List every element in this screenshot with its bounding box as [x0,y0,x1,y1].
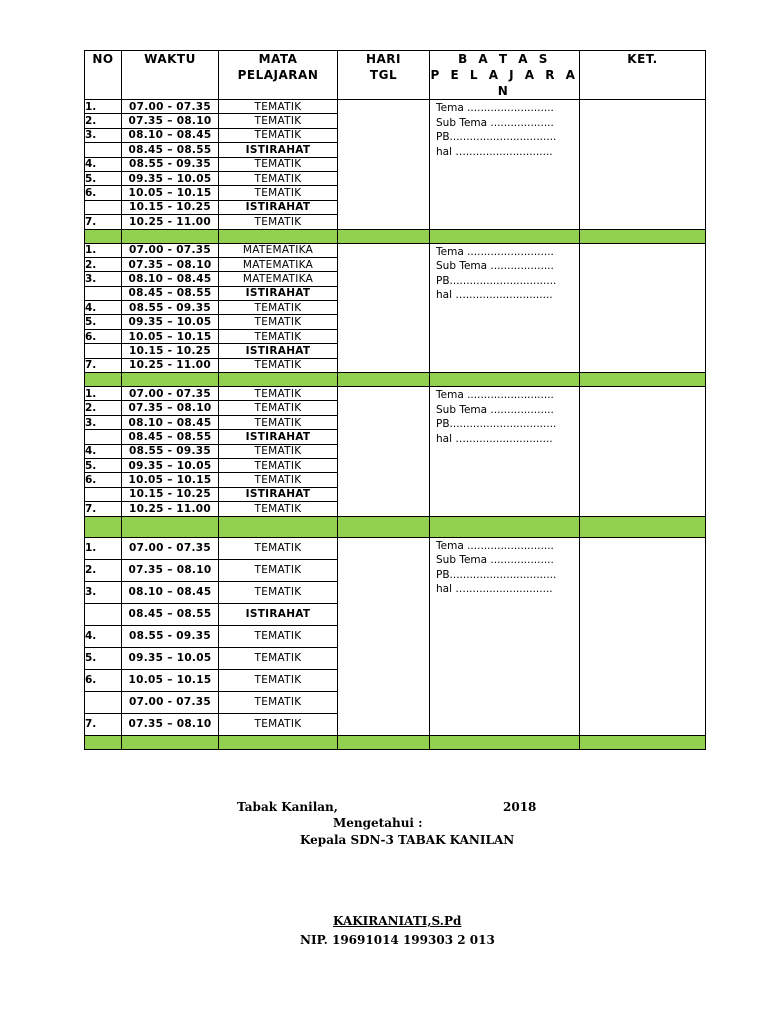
schedule-table [84,50,706,750]
lesson-scope-line: Tema .......................... [436,539,554,552]
lesson-scope-cell [430,243,580,373]
lesson-scope-line: PB................................ [436,274,557,287]
row-subject: ISTIRAHAT [219,487,338,501]
row-number: 6. [85,329,122,343]
row-time: 10.05 – 10.15 [122,669,219,691]
row-time: 08.10 – 08.45 [122,272,219,286]
row-time: 08.10 – 08.45 [122,581,219,603]
separator-cell [338,516,430,537]
row-subject: MATEMATIKA [219,272,338,286]
row-time: 10.05 – 10.15 [122,473,219,487]
row-time: 07.35 – 08.10 [122,713,219,735]
schedule-body [85,100,706,750]
day-date-cell [338,243,430,373]
row-time: 07.00 - 07.35 [122,243,219,257]
row-subject: ISTIRAHAT [219,286,338,300]
row-number: 4. [85,157,122,171]
row-number: 7. [85,502,122,516]
row-number: 2. [85,401,122,415]
row-time: 08.45 – 08.55 [122,286,219,300]
day-separator-row [85,735,706,749]
row-number: 6. [85,186,122,200]
row-number: 2. [85,559,122,581]
row-subject: MATEMATIKA [219,257,338,271]
lesson-scope-line: Sub Tema ................... [436,260,554,273]
row-number: 6. [85,669,122,691]
row-time: 07.35 – 08.10 [122,114,219,128]
row-subject: TEMATIK [219,669,338,691]
separator-cell [430,735,580,749]
row-subject: MATEMATIKA [219,243,338,257]
lesson-scope-line: hal ….......................... [436,145,553,158]
row-subject: TEMATIK [219,444,338,458]
lesson-scope-line: PB................................ [436,131,557,144]
row-number: 1. [85,100,122,114]
row-subject: TEMATIK [219,537,338,559]
row-number: 1. [85,243,122,257]
day-date-cell [338,537,430,735]
row-number [85,603,122,625]
row-subject: TEMATIK [219,128,338,142]
row-number [85,344,122,358]
row-time: 09.35 – 10.05 [122,458,219,472]
row-subject: TEMATIK [219,625,338,647]
row-subject: TEMATIK [219,358,338,372]
signature-role: Kepala SDN-3 TABAK KANILAN [300,833,515,847]
row-number [85,143,122,157]
row-time: 07.35 – 08.10 [122,401,219,415]
row-time: 09.35 – 10.05 [122,647,219,669]
row-subject: ISTIRAHAT [219,143,338,157]
row-number: 1. [85,387,122,401]
row-time: 08.55 - 09.35 [122,625,219,647]
separator-cell [85,373,122,387]
row-number [85,286,122,300]
row-subject: TEMATIK [219,647,338,669]
schedule-row [85,243,706,257]
separator-cell [430,373,580,387]
separator-cell [580,229,706,243]
row-number: 7. [85,713,122,735]
separator-cell [580,735,706,749]
separator-cell [219,516,338,537]
lesson-scope-line: Tema .......................... [436,245,554,258]
row-number [85,691,122,713]
separator-cell [122,373,219,387]
row-subject: ISTIRAHAT [219,200,338,214]
lesson-scope-line: Sub Tema ................... [436,554,554,567]
row-time: 10.25 - 11.00 [122,358,219,372]
separator-cell [580,373,706,387]
separator-cell [219,373,338,387]
separator-cell [219,735,338,749]
header-batas-pelajaran: B A T A S P E L A J A R A N [430,52,579,98]
row-number: 4. [85,625,122,647]
row-time: 09.35 – 10.05 [122,171,219,185]
row-number: 7. [85,215,122,229]
row-time: 09.35 – 10.05 [122,315,219,329]
row-subject: TEMATIK [219,691,338,713]
separator-cell [338,229,430,243]
schedule-row [85,100,706,114]
lesson-scope-line: PB................................ [436,568,557,581]
row-number: 7. [85,358,122,372]
day-date-cell [338,387,430,517]
separator-cell [85,516,122,537]
row-number: 3. [85,581,122,603]
lesson-scope-line: hal ….......................... [436,432,553,445]
schedule-row [85,387,706,401]
signature-known-label: Mengetahui : [333,816,423,830]
row-time: 07.00 - 07.35 [122,100,219,114]
signature-year: 2018 [503,800,537,814]
signature-name: KAKIRANIATI,S.Pd [333,914,462,928]
lesson-scope-line: hal ….......................... [436,289,553,302]
notes-cell [580,100,706,230]
row-subject: ISTIRAHAT [219,344,338,358]
row-number: 5. [85,171,122,185]
row-subject: TEMATIK [219,315,338,329]
header-hari-tgl: HARI TGL [338,51,430,100]
row-number: 2. [85,114,122,128]
separator-cell [122,229,219,243]
day-separator-row [85,229,706,243]
row-number [85,430,122,444]
row-number: 4. [85,301,122,315]
row-subject: TEMATIK [219,387,338,401]
row-subject: TEMATIK [219,100,338,114]
row-time: 10.05 – 10.15 [122,186,219,200]
row-number: 5. [85,647,122,669]
row-number: 5. [85,458,122,472]
row-time: 08.55 - 09.35 [122,157,219,171]
lesson-scope-cell [430,537,580,735]
row-time: 07.35 – 08.10 [122,257,219,271]
row-time: 10.25 - 11.00 [122,215,219,229]
schedule-row [85,537,706,559]
row-subject: TEMATIK [219,473,338,487]
row-subject: TEMATIK [219,186,338,200]
row-time: 08.45 – 08.55 [122,603,219,625]
header-no: NO [85,51,122,100]
separator-cell [85,229,122,243]
row-number: 3. [85,415,122,429]
row-number [85,200,122,214]
separator-cell [338,735,430,749]
row-number: 2. [85,257,122,271]
day-separator-row [85,516,706,537]
row-subject: TEMATIK [219,301,338,315]
row-time: 10.25 - 11.00 [122,502,219,516]
signature-nip: NIP. 19691014 199303 2 013 [300,933,495,947]
row-subject: TEMATIK [219,502,338,516]
separator-cell [338,373,430,387]
lesson-scope-cell [430,387,580,517]
row-subject: TEMATIK [219,157,338,171]
row-number: 4. [85,444,122,458]
header-row [85,51,706,100]
separator-cell [85,735,122,749]
row-time: 07.35 – 08.10 [122,559,219,581]
row-number: 3. [85,272,122,286]
row-subject: ISTIRAHAT [219,603,338,625]
separator-cell [430,229,580,243]
row-number: 1. [85,537,122,559]
row-subject: TEMATIK [219,329,338,343]
row-subject: TEMATIK [219,215,338,229]
row-subject: TEMATIK [219,713,338,735]
row-subject: TEMATIK [219,458,338,472]
row-subject: TEMATIK [219,415,338,429]
row-number: 5. [85,315,122,329]
lesson-scope-line: PB................................ [436,418,557,431]
lesson-scope-line: Sub Tema ................... [436,116,554,129]
row-time: 08.45 – 08.55 [122,143,219,157]
row-time: 07.00 - 07.35 [122,387,219,401]
row-subject: TEMATIK [219,114,338,128]
row-time: 07.00 - 07.35 [122,691,219,713]
lesson-scope-line: Sub Tema ................... [436,403,554,416]
row-number: 3. [85,128,122,142]
row-time: 08.10 – 08.45 [122,415,219,429]
separator-cell [219,229,338,243]
notes-cell [580,537,706,735]
separator-cell [580,516,706,537]
row-subject: ISTIRAHAT [219,430,338,444]
header-ket: KET. [580,51,706,100]
header-mata-pelajaran: MATA PELAJARAN [219,51,338,100]
lesson-scope-line: hal ….......................... [436,583,553,596]
row-time: 10.15 - 10.25 [122,487,219,501]
row-subject: TEMATIK [219,401,338,415]
signature-place: Tabak Kanilan, [237,800,338,814]
day-date-cell [338,100,430,230]
notes-cell [580,243,706,373]
row-time: 07.00 - 07.35 [122,537,219,559]
row-subject: TEMATIK [219,581,338,603]
row-time: 10.15 - 10.25 [122,344,219,358]
row-time: 10.05 – 10.15 [122,329,219,343]
separator-cell [122,516,219,537]
lesson-scope-line: Tema .......................... [436,102,554,114]
row-time: 08.45 – 08.55 [122,430,219,444]
row-time: 08.10 – 08.45 [122,128,219,142]
row-number: 6. [85,473,122,487]
separator-cell [122,735,219,749]
lesson-scope-line: Tema .......................... [436,389,554,402]
row-time: 08.55 - 09.35 [122,301,219,315]
row-subject: TEMATIK [219,171,338,185]
row-time: 08.55 - 09.35 [122,444,219,458]
header-waktu: WAKTU [122,51,219,100]
notes-cell [580,387,706,517]
day-separator-row [85,373,706,387]
row-subject: TEMATIK [219,559,338,581]
separator-cell [430,516,580,537]
lesson-scope-cell [430,100,580,230]
row-time: 10.15 - 10.25 [122,200,219,214]
row-number [85,487,122,501]
